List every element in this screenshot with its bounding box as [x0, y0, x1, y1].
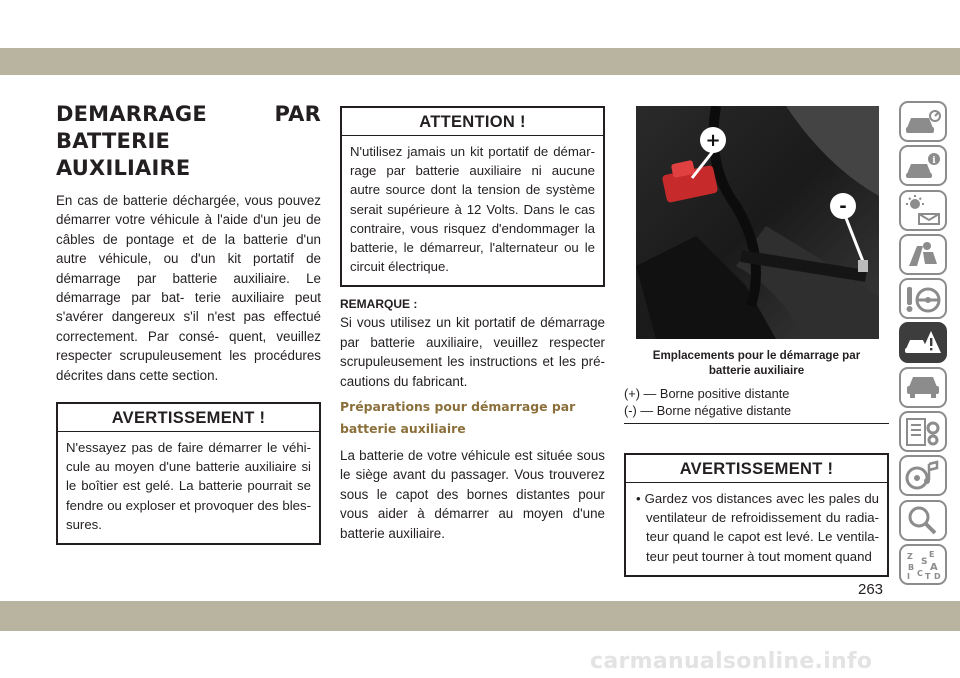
warning-heading: AVERTISSEMENT !: [58, 404, 319, 432]
subsection-title: Préparations pour démarrage par batterie auxiliaire: [340, 399, 576, 437]
subsection-text: La batterie de votre véhicule est située sous le siège avant du passager. Vous trouverez sous le capot des bornes distantes pour vous aider à démarrer au moyen d'une batterie auxiliaire.: [340, 448, 605, 541]
tab-specifications[interactable]: [899, 411, 947, 452]
warning-fan-text: Gardez vos distances avec les pales du ventilateur de refroidissement du radia- teur quand le capot est levé. Le ventila- teur peut tourner à tout moment quand: [644, 491, 879, 564]
tab-getting-to-know[interactable]: [899, 101, 947, 142]
warning-fan-body: [626, 483, 887, 575]
bullet-mark: •: [636, 491, 641, 506]
warning-fan-item: [634, 489, 879, 566]
tab-index-search[interactable]: [899, 500, 947, 541]
warning-fan-heading: AVERTISSEMENT !: [626, 455, 887, 483]
tab-vehicle-info[interactable]: [899, 145, 947, 186]
index-letter-c: C: [917, 569, 923, 579]
header-band: [0, 48, 960, 75]
svg-text:i: i: [932, 155, 936, 166]
index-letter-s: S: [921, 557, 928, 568]
legend-negative: (-) — Borne négative distante: [624, 403, 792, 418]
section-title: [56, 101, 321, 182]
watermark: carmanualsonline.info: [590, 649, 873, 674]
index-icon: [903, 548, 943, 580]
tab-in-case-of-emergency[interactable]: [899, 322, 947, 363]
index-letter-d: D: [934, 572, 941, 581]
tab-safety[interactable]: [899, 234, 947, 275]
tab-warning-lights[interactable]: [899, 190, 947, 231]
section-title-line2: AUXILIAIRE: [56, 156, 191, 180]
warning-box-fan: [624, 453, 889, 577]
steering-wheel-icon: [903, 283, 943, 315]
tab-servicing[interactable]: [899, 367, 947, 408]
emergency-icon: [903, 327, 943, 359]
index-letter-e: E: [929, 550, 935, 560]
car-info-icon: [903, 150, 943, 182]
footer-band: [0, 601, 960, 631]
engine-bay-photo: [636, 106, 879, 339]
section-title-line1: DEMARRAGE PAR BATTERIE: [56, 102, 321, 153]
index-letter-i: I: [907, 572, 910, 581]
column-left: [56, 101, 321, 545]
chapter-tabs: [899, 101, 949, 588]
index-letter-a: A: [930, 562, 938, 574]
legend-positive: (+) — Borne positive distante: [624, 386, 790, 401]
tab-index-letters[interactable]: [899, 544, 947, 585]
figure-caption: Emplacements pour le démarrage par batterie auxiliaire: [652, 349, 861, 377]
tab-starting-operating[interactable]: [899, 278, 947, 319]
warning-text: N'essayez pas de faire démarrer le véhi- cule au moyen d'une batterie auxiliaire si le boîtier est gelé. La batterie pourrait se fendre ou exploser et provoquer des bles- sures.: [66, 440, 311, 532]
multimedia-icon: [903, 460, 943, 492]
remark-text: Si vous utilisez un kit portatif de démarrage par batterie auxiliaire, veuillez respecter scrupuleusement les instructions et les pré- cautions du fabricant.: [340, 315, 605, 389]
column-middle: [340, 106, 605, 543]
specifications-icon: [903, 416, 943, 448]
index-letter-t: T: [925, 572, 931, 581]
tab-multimedia[interactable]: [899, 455, 947, 496]
caution-text: N'utilisez jamais un kit portatif de démar- rage par batterie auxiliaire ni aucune autre source dont la tension de système serait supérieure à 12 Volts. Dans le cas contraire, vous risquez d'endommager la batterie, le démarreur, l'alternateur ou le circuit électrique.: [350, 144, 595, 275]
page-number: 263: [858, 581, 884, 598]
warning-lights-icon: [903, 194, 943, 226]
index-letter-z: Z: [907, 552, 913, 562]
service-car-icon: [903, 371, 943, 403]
remark-label: REMARQUE :: [340, 297, 418, 312]
caution-heading: ATTENTION !: [342, 108, 603, 136]
figure-legend: [624, 385, 889, 424]
intro-paragraph: En cas de batterie déchargée, vous pouvez démarrer votre véhicule à l'aide d'un jeu de câbles de pontage et de la batterie d'un autre véhicule, ou d'un kit portatif de démarrage par batterie auxiliaire. Le démarrage par bat- terie auxiliaire peut s'avérer dangereux s'il n'est pas effectué correctement. Par consé- quent, veuillez respecter scrupuleusement les procédures décrites dans cette section.: [56, 193, 321, 383]
negative-terminal: [858, 260, 868, 272]
car-dashboard-icon: [903, 106, 943, 138]
index-letter-b: B: [908, 563, 915, 573]
warning-box: [56, 402, 321, 545]
positive-callout-mark: +: [705, 130, 721, 151]
negative-callout-mark: -: [839, 196, 847, 217]
safety-icon: [903, 238, 943, 270]
column-right: [624, 106, 889, 577]
search-icon: [903, 504, 943, 536]
caution-box: [340, 106, 605, 287]
